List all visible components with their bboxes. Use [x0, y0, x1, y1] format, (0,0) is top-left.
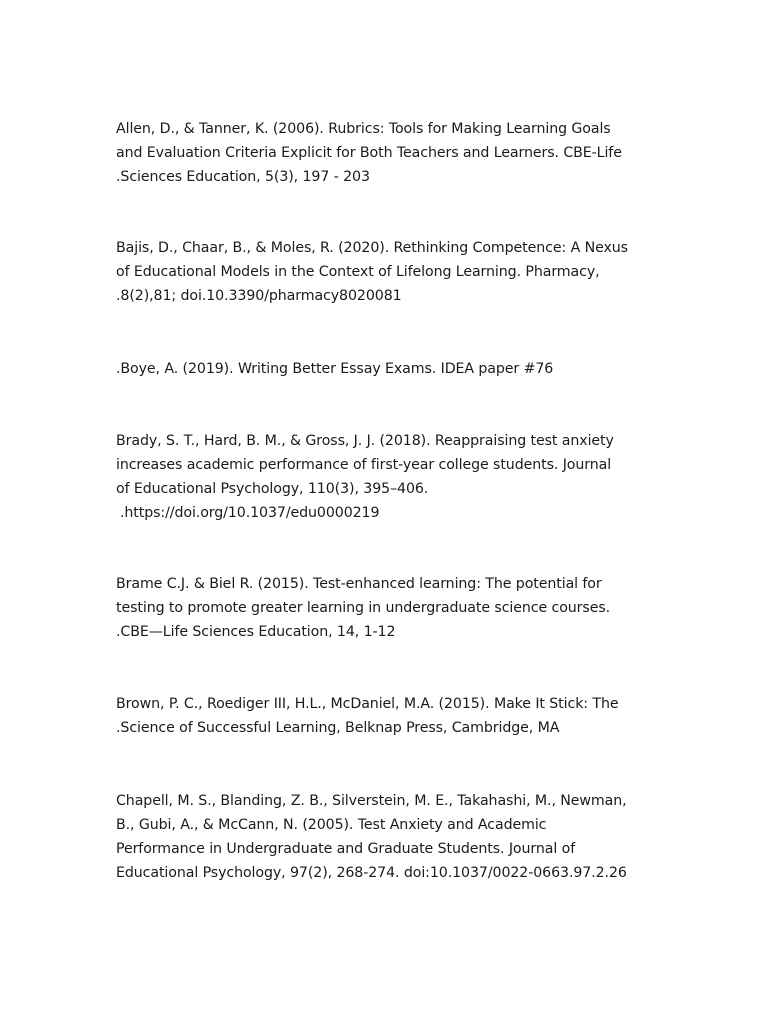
reference-entry-boye-2019: [116, 357, 656, 381]
reference-line: B., Gubi, A., & McCann, N. (2005). Test Anxiety and Academic: [116, 817, 547, 833]
reference-line: Chapell, M. S., Blanding, Z. B., Silverstein, M. E., Takahashi, M., Newman,: [116, 793, 627, 809]
reference-entry-brady-2018: [116, 429, 656, 525]
reference-line: Performance in Undergraduate and Graduate Students. Journal of: [116, 841, 576, 857]
reference-line: Allen, D., & Tanner, K. (2006). Rubrics: Tools for Making Learning Goals: [116, 121, 611, 137]
reference-line: increases academic performance of first-year college students. Journal: [116, 457, 612, 473]
reference-line: .CBE—Life Sciences Education, 14, 1-12: [116, 624, 396, 640]
reference-line: .Science of Successful Learning, Belknap Press, Cambridge, MA: [116, 720, 560, 736]
reference-line: Brady, S. T., Hard, B. M., & Gross, J. J. (2018). Reappraising test anxiety: [116, 433, 614, 449]
reference-entry-brown-2015: [116, 692, 656, 740]
reference-line: of Educational Psychology, 110(3), 395–406.: [116, 481, 429, 497]
reference-line: Brown, P. C., Roediger III, H.L., McDaniel, M.A. (2015). Make It Stick: The: [116, 696, 619, 712]
reference-entry-allen-2006: [116, 117, 656, 189]
reference-line: Bajis, D., Chaar, B., & Moles, R. (2020). Rethinking Competence: A Nexus: [116, 240, 628, 256]
reference-entry-brame-2015: [116, 572, 656, 644]
reference-line: .Boye, A. (2019). Writing Better Essay Exams. IDEA paper #76: [116, 361, 554, 377]
reference-line: and Evaluation Criteria Explicit for Both Teachers and Learners. CBE-Life: [116, 145, 622, 161]
reference-line: Educational Psychology, 97(2), 268-274. doi:10.1037/0022-0663.97.2.26: [116, 865, 627, 881]
reference-line: Brame C.J. & Biel R. (2015). Test-enhanced learning: The potential for: [116, 576, 602, 592]
reference-line: .https://doi.org/10.1037/edu0000219: [120, 505, 380, 521]
reference-entry-chapell-2005: [116, 789, 656, 885]
reference-line: .Sciences Education, 5(3), 197 - 203: [116, 169, 370, 185]
reference-entry-bajis-2020: [116, 236, 656, 308]
reference-line: .8(2),81; doi.10.3390/pharmacy8020081: [116, 288, 402, 304]
reference-line: of Educational Models in the Context of Lifelong Learning. Pharmacy,: [116, 264, 600, 280]
reference-line: testing to promote greater learning in undergraduate science courses.: [116, 600, 611, 616]
